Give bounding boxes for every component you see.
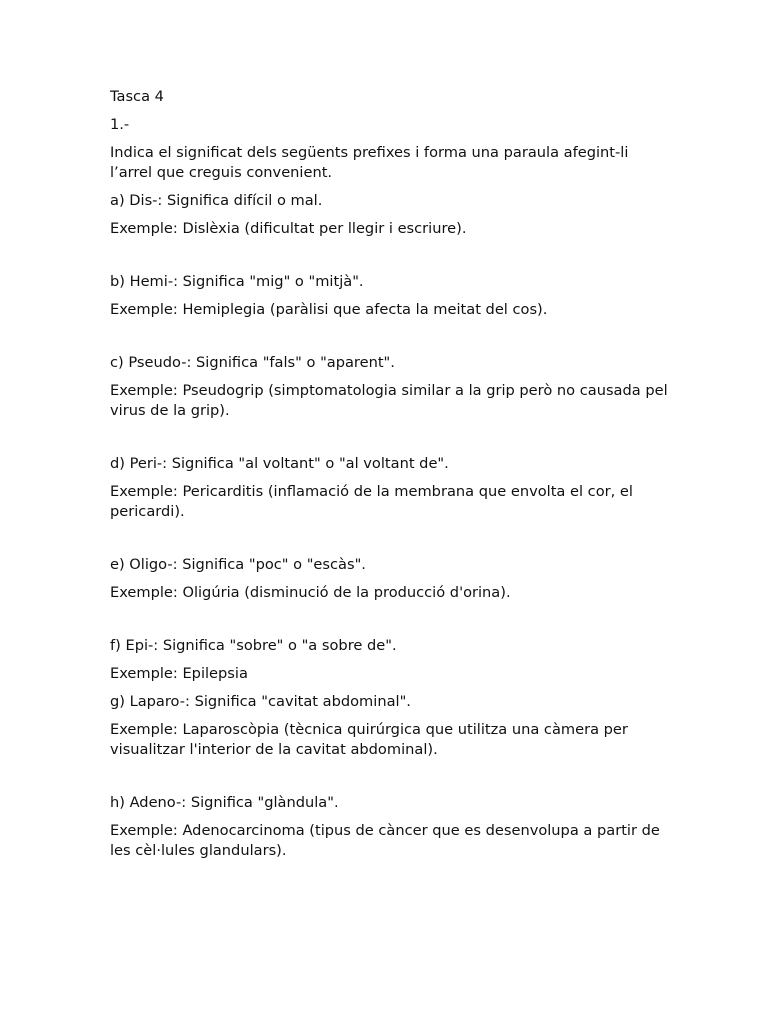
item-h-definition: h) Adeno-: Significa "glàndula".: [110, 794, 339, 811]
item-c-definition: c) Pseudo-: Significa "fals" o "aparent".: [110, 354, 395, 371]
item-g-definition: g) Laparo-: Significa "cavitat abdominal".: [110, 693, 411, 710]
item-d-definition: d) Peri-: Significa "al voltant" o "al voltant de".: [110, 455, 449, 472]
instruction-text: Indica el significat dels següents prefixes i forma una paraula afegint-li l’arrel que creguis convenient.: [110, 144, 629, 181]
item-c-example: Exemple: Pseudogrip (simptomatologia similar a la grip però no causada pel virus de la grip).: [110, 382, 668, 419]
item-a-example: Exemple: Dislèxia (dificultat per llegir i escriure).: [110, 220, 467, 237]
item-g-example: Exemple: Laparoscòpia (tècnica quirúrgica que utilitza una càmera per visualitzar l'interior de la cavitat abdominal).: [110, 721, 628, 758]
item-f-definition: f) Epi-: Significa "sobre" o "a sobre de".: [110, 637, 397, 654]
item-b-definition: b) Hemi-: Significa "mig" o "mitjà".: [110, 273, 364, 290]
document-title: Tasca 4: [110, 88, 164, 105]
section-number: 1.-: [110, 116, 130, 133]
item-h-example: Exemple: Adenocarcinoma (tipus de càncer que es desenvolupa a partir de les cèl·lules glandulars).: [110, 822, 660, 859]
item-e-definition: e) Oligo-: Significa "poc" o "escàs".: [110, 556, 366, 573]
item-a-definition: a) Dis-: Significa difícil o mal.: [110, 192, 323, 209]
item-e-example: Exemple: Oligúria (disminució de la producció d'orina).: [110, 584, 511, 601]
item-f-example: Exemple: Epilepsia: [110, 665, 248, 682]
item-b-example: Exemple: Hemiplegia (paràlisi que afecta la meitat del cos).: [110, 301, 548, 318]
document-page: [110, 87, 670, 869]
item-d-example: Exemple: Pericarditis (inflamació de la membrana que envolta el cor, el pericardi).: [110, 483, 633, 520]
